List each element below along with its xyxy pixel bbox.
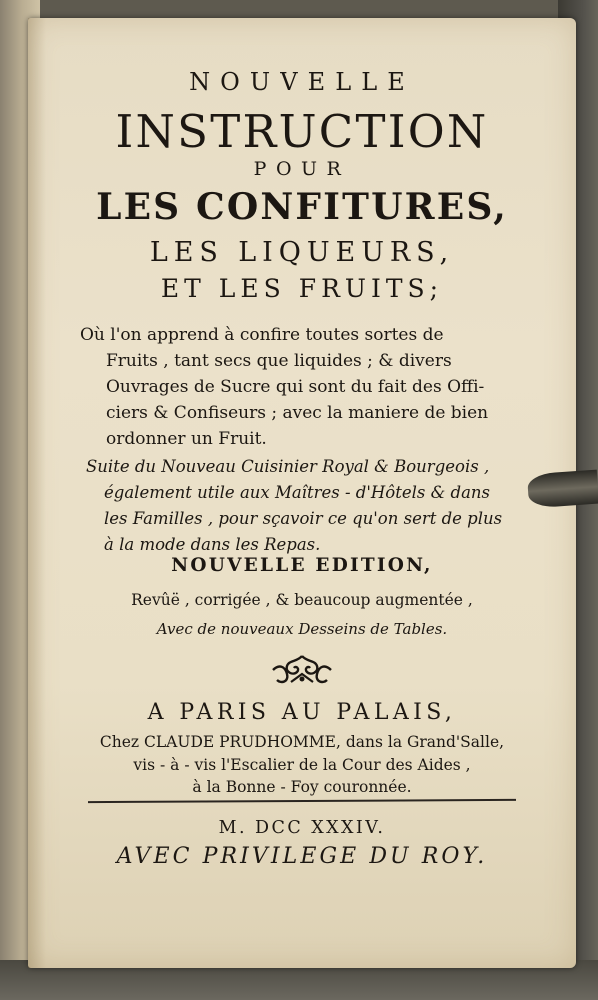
- suite-line: Suite du Nouveau Cuisinier Royal & Bourgeois ,: [86, 457, 490, 476]
- description-paragraph: [80, 322, 488, 452]
- title-line-pour: POUR: [253, 158, 351, 180]
- description-line: Ouvrages de Sucre qui sont du fait des Offi-: [106, 377, 485, 397]
- title-line-instruction: INSTRUCTION: [115, 105, 489, 158]
- fleuron-ornament-icon: [267, 652, 337, 688]
- title-line-nouvelle: NOUVELLE: [189, 68, 415, 96]
- suite-paragraph: [86, 454, 502, 558]
- place-line: A PARIS AU PALAIS,: [147, 700, 457, 725]
- description-line: ordonner un Fruit.: [106, 429, 267, 449]
- year-line: M. DCC XXXIV.: [218, 818, 386, 838]
- publisher-line: à la Bonne - Foy couronnée.: [192, 778, 412, 796]
- suite-line: les Familles , pour sçavoir ce qu'on sert de plus: [104, 509, 503, 528]
- description-line: ciers & Confiseurs ; avec la maniere de bien: [106, 403, 489, 423]
- title-line-fruits: ET LES FRUITS;: [160, 274, 444, 303]
- privilege-line: AVEC PRIVILEGE DU ROY.: [116, 844, 488, 869]
- publisher-line: vis - à - vis l'Escalier de la Cour des Aides ,: [133, 756, 471, 774]
- revised-line: Revûë , corrigée , & beaucoup augmentée ,: [131, 591, 473, 609]
- title-line-confitures: LES CONFITURES,: [96, 186, 508, 228]
- designs-line: Avec de nouveaux Desseins de Tables.: [156, 620, 448, 638]
- title-line-liqueurs: LES LIQUEURS,: [149, 237, 455, 268]
- suite-line: à la mode dans les Repas.: [104, 535, 321, 554]
- description-line: Où l'on apprend à confire toutes sortes de: [80, 325, 444, 345]
- bookmark-ribbon: [527, 470, 598, 509]
- description-line: Fruits , tant secs que liquides ; & divers: [106, 351, 452, 371]
- edition-heading: NOUVELLE EDITION,: [171, 555, 433, 576]
- publisher-line: Chez CLAUDE PRUDHOMME, dans la Grand'Salle,: [99, 733, 505, 751]
- suite-line: également utile aux Maîtres - d'Hôtels & dans: [104, 483, 491, 502]
